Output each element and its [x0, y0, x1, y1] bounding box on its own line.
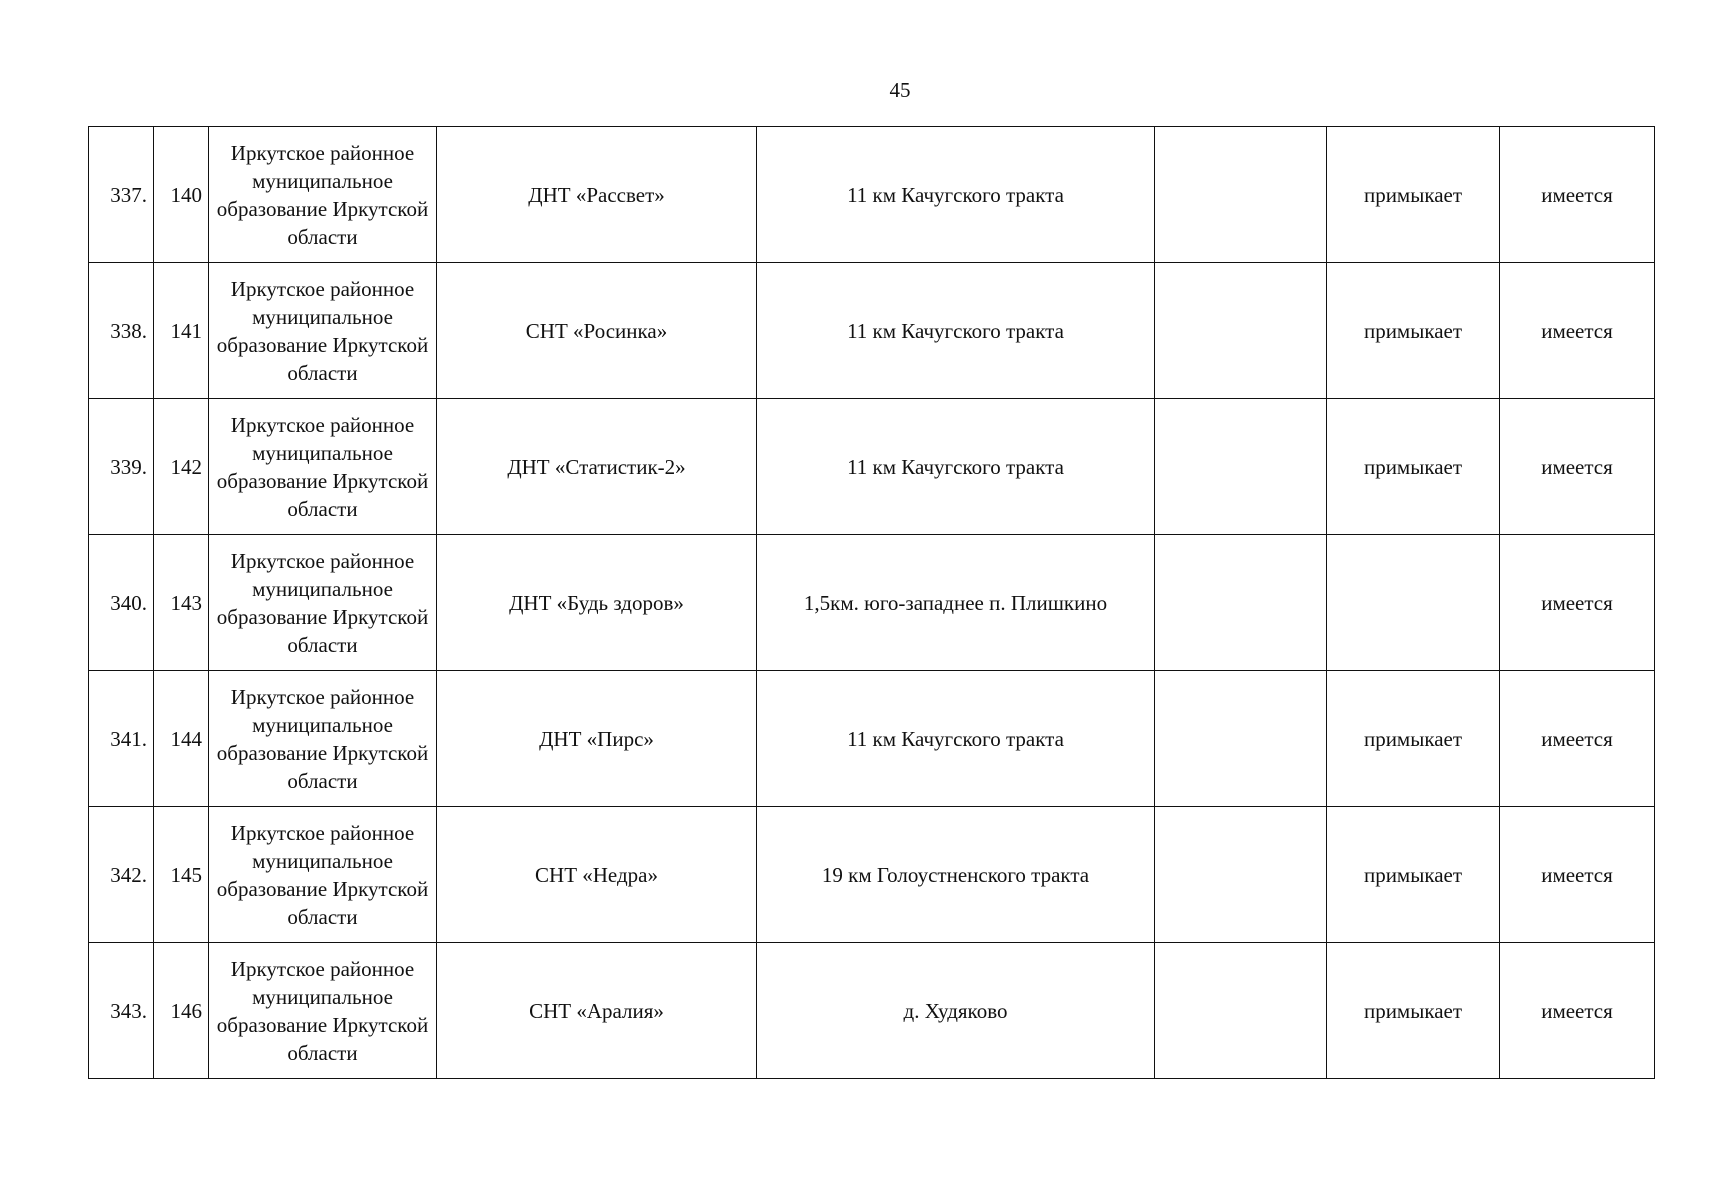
object-id-cell: 143 [154, 535, 209, 671]
empty-cell [1155, 399, 1327, 535]
location-cell: 11 км Качугского тракта [757, 127, 1155, 263]
power-supply-cell: имеется [1500, 943, 1655, 1079]
municipality-cell: Иркутское районное муниципальное образование Иркутской области [209, 127, 437, 263]
road-access-cell [1327, 535, 1500, 671]
object-id-cell: 141 [154, 263, 209, 399]
row-number-cell: 337. [89, 127, 154, 263]
object-id-cell: 142 [154, 399, 209, 535]
road-access-cell: примыкает [1327, 127, 1500, 263]
power-supply-cell: имеется [1500, 127, 1655, 263]
empty-cell [1155, 943, 1327, 1079]
row-number-cell: 343. [89, 943, 154, 1079]
municipality-cell: Иркутское районное муниципальное образование Иркутской области [209, 535, 437, 671]
municipality-cell: Иркутское районное муниципальное образование Иркутской области [209, 671, 437, 807]
municipality-cell: Иркутское районное муниципальное образование Иркутской области [209, 807, 437, 943]
road-access-cell: примыкает [1327, 671, 1500, 807]
table-row [89, 399, 1655, 535]
row-number-cell: 339. [89, 399, 154, 535]
table-row [89, 535, 1655, 671]
object-id-cell: 145 [154, 807, 209, 943]
table-row [89, 127, 1655, 263]
empty-cell [1155, 127, 1327, 263]
municipality-cell: Иркутское районное муниципальное образование Иркутской области [209, 943, 437, 1079]
object-id-cell: 146 [154, 943, 209, 1079]
page-number: 45 [889, 78, 911, 102]
object-id-cell: 144 [154, 671, 209, 807]
location-cell: д. Худяково [757, 943, 1155, 1079]
row-number-cell: 338. [89, 263, 154, 399]
partnership-name-cell: ДНТ «Будь здоров» [437, 535, 757, 671]
location-cell: 11 км Качугского тракта [757, 399, 1155, 535]
partnership-name-cell: СНТ «Аралия» [437, 943, 757, 1079]
road-access-cell: примыкает [1327, 399, 1500, 535]
table-row [89, 943, 1655, 1079]
power-supply-cell: имеется [1500, 263, 1655, 399]
empty-cell [1155, 807, 1327, 943]
partnership-name-cell: СНТ «Недра» [437, 807, 757, 943]
table-row [89, 671, 1655, 807]
partnership-name-cell: ДНТ «Рассвет» [437, 127, 757, 263]
row-number-cell: 341. [89, 671, 154, 807]
power-supply-cell: имеется [1500, 807, 1655, 943]
power-supply-cell: имеется [1500, 535, 1655, 671]
location-cell: 19 км Голоустненского тракта [757, 807, 1155, 943]
table-row [89, 807, 1655, 943]
location-cell: 1,5км. юго-западнее п. Плишкино [757, 535, 1155, 671]
road-access-cell: примыкает [1327, 943, 1500, 1079]
location-cell: 11 км Качугского тракта [757, 263, 1155, 399]
municipality-cell: Иркутское районное муниципальное образование Иркутской области [209, 399, 437, 535]
registry-table-body [89, 127, 1655, 1079]
empty-cell [1155, 263, 1327, 399]
table-row [89, 263, 1655, 399]
row-number-cell: 342. [89, 807, 154, 943]
registry-table [88, 126, 1655, 1079]
road-access-cell: примыкает [1327, 263, 1500, 399]
empty-cell [1155, 671, 1327, 807]
empty-cell [1155, 535, 1327, 671]
power-supply-cell: имеется [1500, 399, 1655, 535]
municipality-cell: Иркутское районное муниципальное образование Иркутской области [209, 263, 437, 399]
road-access-cell: примыкает [1327, 807, 1500, 943]
object-id-cell: 140 [154, 127, 209, 263]
partnership-name-cell: ДНТ «Статистик-2» [437, 399, 757, 535]
partnership-name-cell: ДНТ «Пирс» [437, 671, 757, 807]
partnership-name-cell: СНТ «Росинка» [437, 263, 757, 399]
power-supply-cell: имеется [1500, 671, 1655, 807]
row-number-cell: 340. [89, 535, 154, 671]
location-cell: 11 км Качугского тракта [757, 671, 1155, 807]
